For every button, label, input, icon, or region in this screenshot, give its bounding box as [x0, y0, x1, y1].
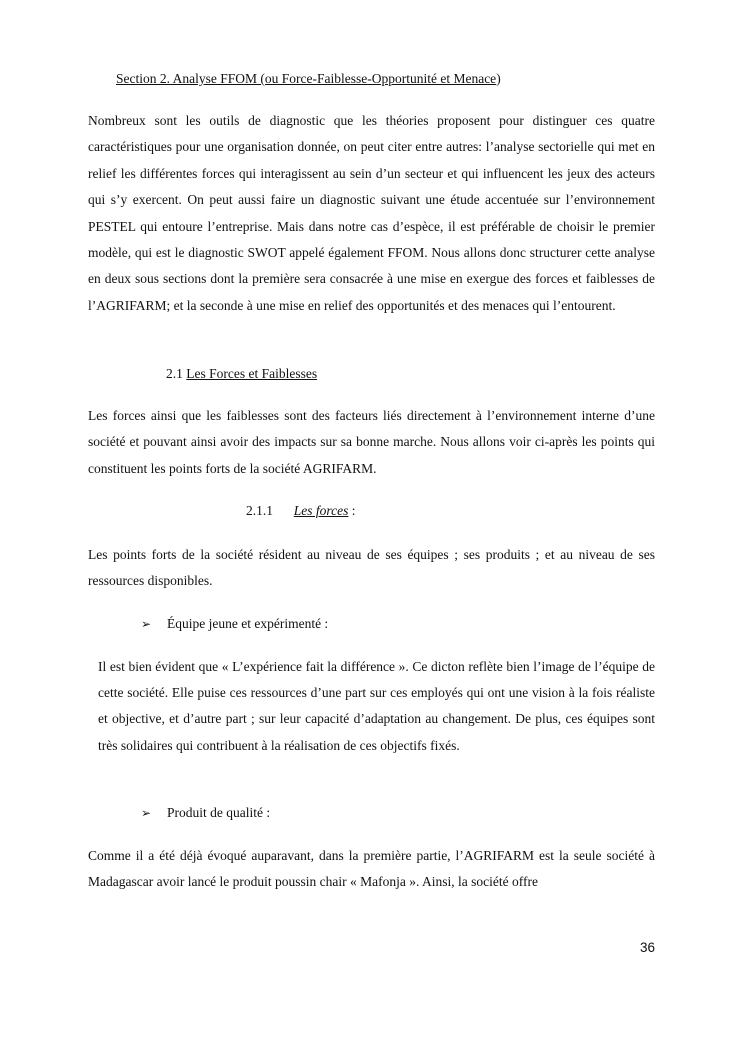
- subsection-suffix: :: [348, 503, 356, 518]
- section-title-text: Section 2. Analyse FFOM (ou Force-Faiblesse-Opportunité et Menace: [116, 71, 497, 86]
- forces-paragraph: Les points forts de la société résident au niveau de ses équipes ; ses produits ; et au niveau de ses ressources disponibles.: [88, 547, 655, 589]
- subsection-title: Les forces: [293, 503, 349, 518]
- equipe-paragraph: Il est bien évident que « L’expérience fait la différence ». Ce dicton reflète bien l’image de l’équipe de cette société. Elle puise ces ressources d’une part sur ces employés qui ont une vision à la fois réaliste et objective, et d’autre part ; sur leur capacité d’adaptation au changement. De plus, ces équipes sont très solidaires qui contribuent à la réalisation de ces objectifs fixés.: [98, 659, 655, 753]
- subsection-number: 2.1: [166, 366, 183, 381]
- section-title-close: ): [496, 71, 501, 86]
- intro-paragraph: Nombreux sont les outils de diagnostic que les théories proposent pour distinguer ces quatre caractéristiques pour une organisation donnée, on peut citer entre autres: l’analyse sectorielle qui met en relief les différentes forces qui interagissent au sein d’un secteur et qui influencent les jeux des acteurs qui s’y exercent. On peut aussi faire un diagnostic suivant une étude accentuée sur l’environnement PESTEL qui entoure l’entreprise. Mais dans notre cas d’espèce, il est préférable de choisir le premier modèle, qui est le diagnostic SWOT appelé également FFOM. Nous allons donc structurer cette analyse en deux sous sections dont la première sera consacrée à une mise en exergue des forces et faiblesses de l’AGRIFARM; et la seconde à une mise en relief des opportunités et des menaces qui l’entourent.: [88, 113, 655, 313]
- subsection-heading-2-1-1: [246, 503, 356, 519]
- produit-paragraph: Comme il a été déjà évoqué auparavant, dans la première partie, l’AGRIFARM est la seule société à Madagascar avoir lancé le produit poussin chair « Mafonja ». Ainsi, la société offre: [88, 848, 655, 890]
- subsection-title: Les Forces et Faiblesses: [186, 366, 318, 381]
- page-number: 36: [639, 940, 655, 955]
- bullet-produit: [141, 805, 270, 821]
- arrow-bullet-icon: ➢: [141, 617, 152, 631]
- bullet-equipe: [141, 616, 328, 632]
- forces-faiblesses-paragraph: Les forces ainsi que les faiblesses sont des facteurs liés directement à l’environnement interne d’une société et pouvant ainsi avoir des impacts sur sa bonne marche. Nous allons voir ci-après les points qui constituent les points forts de la société AGRIFARM.: [88, 408, 655, 476]
- arrow-bullet-icon: ➢: [141, 806, 152, 820]
- bullet-label: Produit de qualité :: [167, 805, 271, 820]
- bullet-label: Équipe jeune et expérimenté :: [167, 616, 329, 631]
- subsection-heading-2-1: [166, 366, 317, 382]
- section-title: [116, 71, 501, 87]
- subsection-number: 2.1.1: [246, 503, 273, 518]
